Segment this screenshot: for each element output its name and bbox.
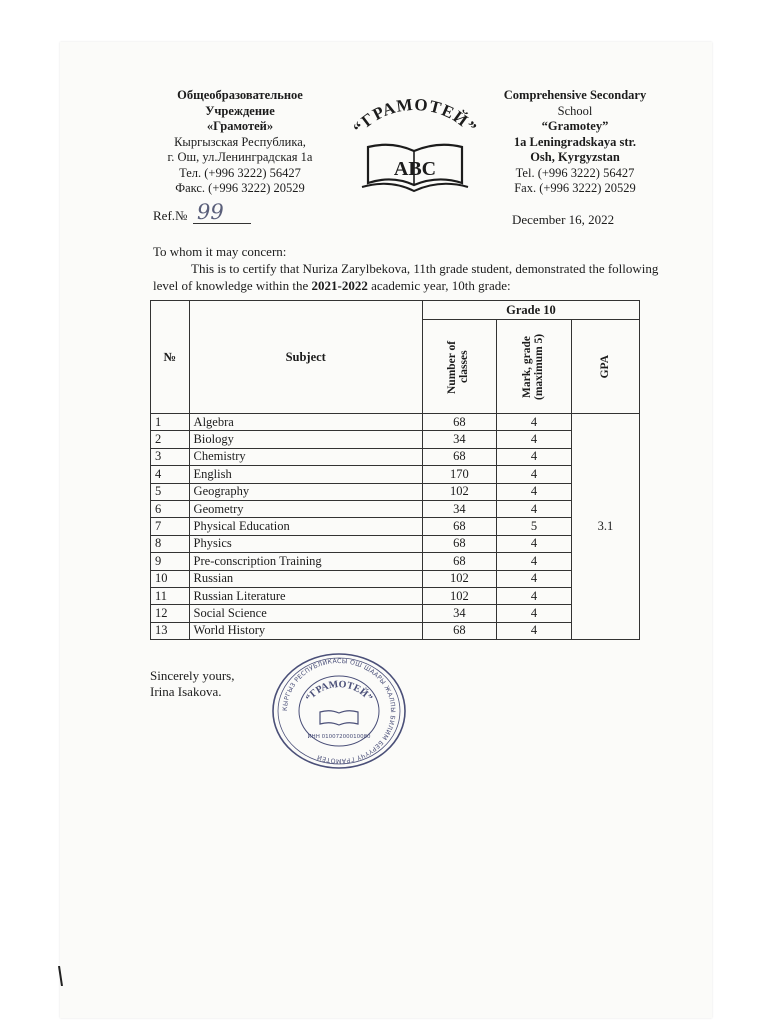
letter-body — [153, 243, 663, 294]
header-right-line: School — [557, 103, 593, 118]
ref-handwritten-number: 99 — [197, 200, 224, 224]
table-row — [151, 466, 640, 483]
table-row — [151, 553, 640, 570]
mark-grade: 4 — [496, 605, 571, 622]
header-right-line: Tel. (+996 3222) 56427 — [515, 165, 635, 180]
subject-name: English — [189, 466, 422, 483]
mark-grade: 4 — [496, 414, 571, 431]
header-left-line: г. Ош, ул.Ленинградская 1а — [167, 150, 313, 164]
stamp-ring-text: КЫРГЫЗ РЕСПУБЛИКАСЫ ОШ ШААРЫ ЖАЛПЫ БИЛИМ БЕРҮҮЧҮ ГРАМОТЕЙ — [281, 657, 397, 765]
mark-grade: 4 — [496, 431, 571, 448]
body-paragraph-2 — [153, 277, 663, 294]
classes-count: 68 — [422, 518, 496, 535]
classes-count: 34 — [422, 431, 496, 448]
subject-name: Geography — [189, 483, 422, 500]
table-row — [151, 622, 640, 639]
header-right-english — [490, 88, 660, 197]
table-row — [151, 605, 640, 622]
row-number: 9 — [151, 553, 190, 570]
classes-count: 102 — [422, 483, 496, 500]
row-number: 8 — [151, 535, 190, 552]
table-row — [151, 500, 640, 517]
academic-year: 2021-2022 — [311, 278, 368, 293]
salutation: To whom it may concern: — [153, 244, 287, 259]
mark-grade: 4 — [496, 587, 571, 604]
header-left-line: Общеобразовательное — [177, 88, 303, 102]
classes-count: 68 — [422, 448, 496, 465]
subject-name: Pre-conscription Training — [189, 553, 422, 570]
table-row — [151, 431, 640, 448]
header-right-line: “Gramotey” — [541, 119, 609, 133]
subject-name: Social Science — [189, 605, 422, 622]
classes-count: 170 — [422, 466, 496, 483]
ref-label: Ref.№ — [153, 208, 188, 223]
row-number: 10 — [151, 570, 190, 587]
table-row — [151, 518, 640, 535]
table-row — [151, 535, 640, 552]
table-row — [151, 448, 640, 465]
stamp-center-text: “ГРАМОТЕЙ” — [303, 679, 375, 704]
classes-count: 34 — [422, 500, 496, 517]
mark-grade: 4 — [496, 622, 571, 639]
mark-grade: 4 — [496, 535, 571, 552]
row-number: 12 — [151, 605, 190, 622]
header-number: № — [151, 301, 190, 414]
closing — [150, 668, 234, 700]
row-number: 2 — [151, 431, 190, 448]
classes-count: 68 — [422, 535, 496, 552]
row-number: 13 — [151, 622, 190, 639]
header-mark — [496, 320, 571, 414]
closing-line-1: Sincerely yours, — [150, 668, 235, 683]
header-left-line: Факс. (+996 3222) 20529 — [175, 181, 305, 195]
subject-name: Algebra — [189, 414, 422, 431]
subject-name: Physics — [189, 535, 422, 552]
subject-name: Chemistry — [189, 448, 422, 465]
header-right-line: 1a Leningradskaya str. — [513, 134, 637, 149]
row-number: 1 — [151, 414, 190, 431]
subject-name: Russian — [189, 570, 422, 587]
subject-name: Biology — [189, 431, 422, 448]
header-left-line: Тел. (+996 3222) 56427 — [179, 165, 301, 180]
mark-grade: 4 — [496, 500, 571, 517]
body-paragraph-1: This is to certify that Nuriza Zarylbekova, 11th grade student, demonstrated the following — [191, 261, 659, 276]
header-right-line: Comprehensive Secondary — [503, 88, 647, 102]
header-mark-label: Mark, grade (maximum 5) — [520, 333, 545, 400]
logo-book-text: ABC — [393, 158, 437, 180]
row-number: 11 — [151, 587, 190, 604]
subject-name: Geometry — [189, 500, 422, 517]
header-right-line: Osh, Kyrgyzstan — [530, 150, 620, 164]
signatory-name: Irina Isakova. — [150, 684, 222, 699]
classes-count: 68 — [422, 414, 496, 431]
official-stamp — [270, 652, 408, 770]
header-grade: Grade 10 — [422, 301, 639, 320]
table-row — [151, 414, 640, 431]
svg-text:“ГРАМОТЕЙ” — [304, 679, 374, 703]
table-row — [151, 587, 640, 604]
subject-name: Russian Literature — [189, 587, 422, 604]
body-p2-end: academic year, 10th grade: — [367, 278, 511, 293]
mark-grade: 4 — [496, 448, 571, 465]
gpa-value: 3.1 — [571, 414, 639, 640]
mark-grade: 4 — [496, 570, 571, 587]
logo-arc-text: “ГРАМОТЕЙ” — [349, 95, 481, 138]
header-left-russian — [150, 88, 330, 197]
classes-count: 34 — [422, 605, 496, 622]
reference-number — [153, 200, 273, 238]
classes-count: 102 — [422, 570, 496, 587]
header-gpa-label: GPA — [599, 354, 612, 379]
classes-count: 68 — [422, 553, 496, 570]
table-row — [151, 570, 640, 587]
classes-count: 102 — [422, 587, 496, 604]
row-number: 3 — [151, 448, 190, 465]
grade-rows — [151, 414, 640, 640]
row-number: 4 — [151, 466, 190, 483]
svg-text:“ГРАМОТЕЙ” — [349, 95, 480, 137]
mark-grade: 4 — [496, 553, 571, 570]
stamp-id-text: ИНН 01007200010080 — [307, 734, 371, 740]
subject-name: Physical Education — [189, 518, 422, 535]
letter-date: December 16, 2022 — [512, 212, 615, 227]
row-number: 7 — [151, 518, 190, 535]
mark-grade: 4 — [496, 483, 571, 500]
body-p2-start: level of knowledge within the — [153, 278, 312, 293]
row-number: 6 — [151, 500, 190, 517]
table-row — [151, 483, 640, 500]
scan-edge-mark — [58, 966, 64, 986]
mark-grade: 4 — [496, 466, 571, 483]
header-left-line: Учреждение — [205, 103, 275, 118]
header-classes-label: Number of classes — [446, 339, 471, 394]
header-subject: Subject — [189, 301, 422, 414]
header-left-line: «Грамотей» — [206, 119, 274, 133]
school-logo — [340, 95, 490, 195]
classes-count: 68 — [422, 622, 496, 639]
header-classes — [422, 320, 496, 414]
row-number: 5 — [151, 483, 190, 500]
header-right-line: Fax. (+996 3222) 20529 — [514, 181, 636, 195]
subject-name: World History — [189, 622, 422, 639]
header-gpa — [571, 320, 639, 414]
header-left-line: Кыргызская Республика, — [174, 134, 306, 149]
grades-table — [150, 300, 640, 640]
mark-grade: 5 — [496, 518, 571, 535]
